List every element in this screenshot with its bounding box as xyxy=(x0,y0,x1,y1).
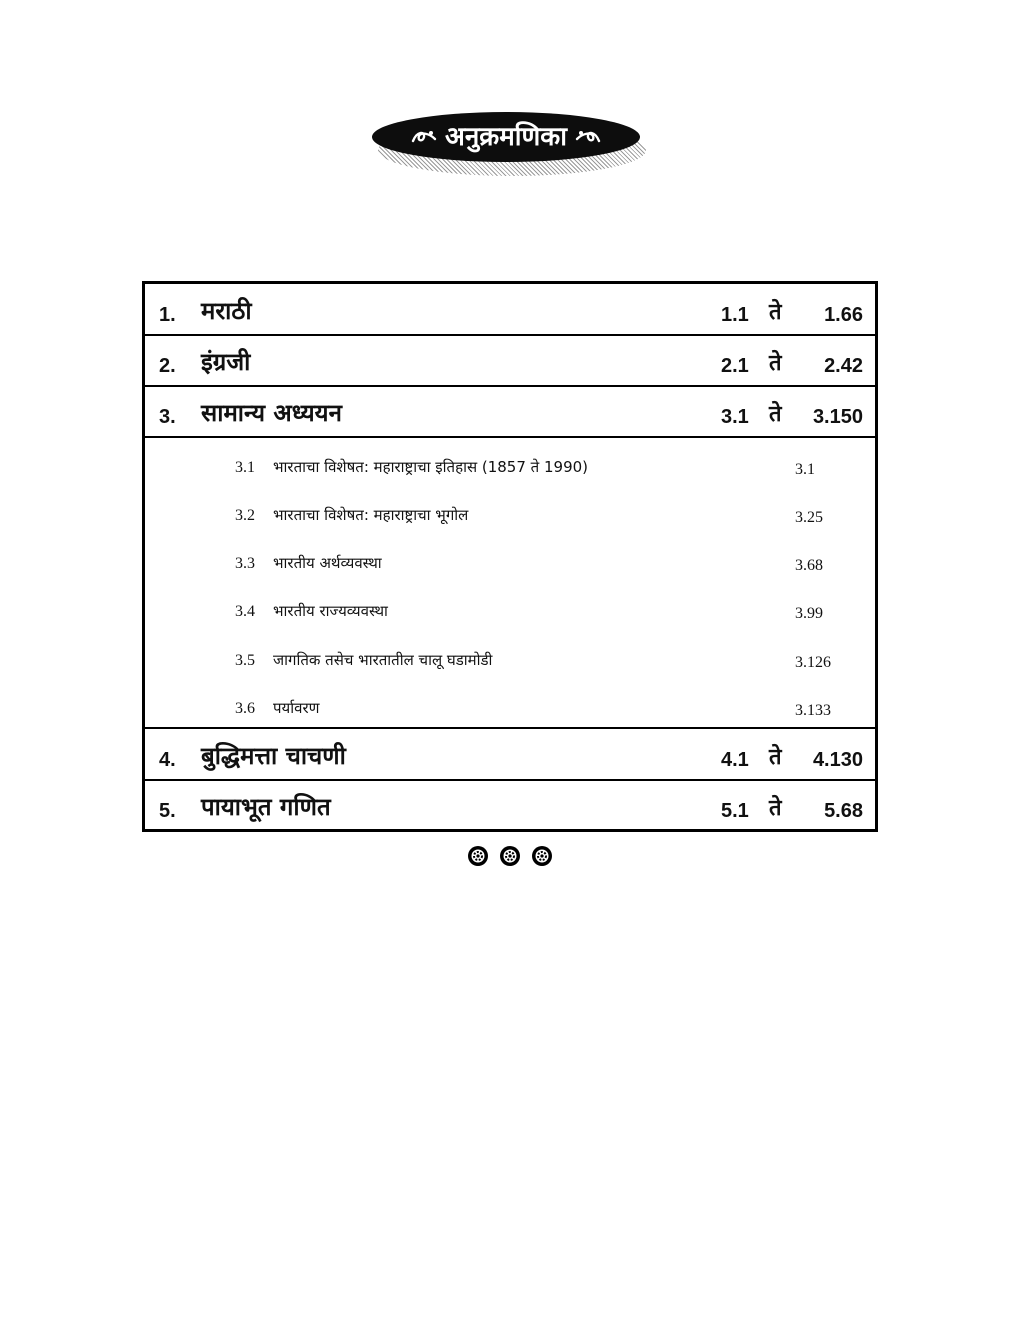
chapter-end-page: 5.68 xyxy=(824,800,863,822)
range-separator: ते xyxy=(769,796,782,821)
chapter-start-page: 1.1 xyxy=(721,304,749,326)
subsection-number: 3.3 xyxy=(235,555,255,572)
chapter-number: 4. xyxy=(159,749,176,771)
subsection-row[interactable] xyxy=(145,549,875,579)
range-separator: ते xyxy=(769,745,782,770)
chapter-row[interactable] xyxy=(145,780,875,830)
chapter-title: बुद्धिमत्ता चाचणी xyxy=(201,742,346,770)
subsection-row[interactable] xyxy=(145,597,875,627)
flower-ornament-icon xyxy=(499,845,521,867)
subsection-page: 3.126 xyxy=(795,654,831,671)
subsection-title: भारतीय अर्थव्यवस्था xyxy=(273,554,382,572)
subsection-row[interactable] xyxy=(145,501,875,531)
flourish-left-icon xyxy=(411,127,437,147)
chapter-end-page: 3.150 xyxy=(812,406,863,428)
chapter-start-page: 5.1 xyxy=(721,800,749,822)
chapter-row[interactable] xyxy=(145,386,875,438)
range-separator: ते xyxy=(769,351,782,376)
subsection-title: पर्यावरण xyxy=(273,699,320,717)
chapter-title: सामान्य अध्ययन xyxy=(201,399,342,427)
range-separator: ते xyxy=(769,300,782,325)
subsection-number: 3.1 xyxy=(235,459,255,476)
title-oval xyxy=(372,112,640,162)
end-ornaments xyxy=(467,845,553,869)
flower-ornament-icon xyxy=(467,845,489,867)
chapter-title: मराठी xyxy=(201,297,252,325)
chapter-title: पायाभूत गणित xyxy=(201,793,331,821)
chapter-row[interactable] xyxy=(145,284,875,336)
contents-table xyxy=(142,281,878,832)
chapter-start-page: 4.1 xyxy=(721,749,749,771)
subsection-title: भारताचा विशेषत: महाराष्ट्राचा इतिहास (1857 ते 1990) xyxy=(273,458,589,476)
subsection-number: 3.6 xyxy=(235,700,255,717)
chapter-title: इंग्रजी xyxy=(201,348,251,376)
chapter-end-page: 2.42 xyxy=(824,355,863,377)
chapter-end-page: 1.66 xyxy=(824,304,863,326)
subsection-page: 3.1 xyxy=(795,461,815,478)
subsection-number: 3.4 xyxy=(235,603,255,620)
subsection-page: 3.99 xyxy=(795,605,823,622)
chapter-number: 3. xyxy=(159,406,176,428)
subsection-number: 3.2 xyxy=(235,507,255,524)
chapter-start-page: 3.1 xyxy=(721,406,749,428)
flourish-right-icon xyxy=(575,127,601,147)
subsection-row[interactable] xyxy=(145,453,875,483)
chapter-end-page: 4.130 xyxy=(812,749,863,771)
subsection-number: 3.5 xyxy=(235,652,255,669)
chapter-row[interactable] xyxy=(145,729,875,781)
subsection-row[interactable] xyxy=(145,694,875,724)
subsection-title: भारतीय राज्यव्यवस्था xyxy=(273,602,388,620)
chapter-number: 1. xyxy=(159,304,176,326)
subsection-page: 3.68 xyxy=(795,557,823,574)
subsection-page: 3.25 xyxy=(795,509,823,526)
chapter-row[interactable] xyxy=(145,335,875,387)
subsection-row[interactable] xyxy=(145,646,875,676)
subsection-page: 3.133 xyxy=(795,702,831,719)
chapter-number: 5. xyxy=(159,800,176,822)
chapter-number: 2. xyxy=(159,355,176,377)
range-separator: ते xyxy=(769,402,782,427)
subsection-title: जागतिक तसेच भारतातील चालू घडामोडी xyxy=(273,651,493,669)
title-banner xyxy=(372,112,652,178)
subsection-title: भारताचा विशेषत: महाराष्ट्राचा भूगोल xyxy=(273,506,469,524)
chapter-start-page: 2.1 xyxy=(721,355,749,377)
flower-ornament-icon xyxy=(531,845,553,867)
page-title: अनुक्रमणिका xyxy=(444,122,568,152)
subsection-list xyxy=(145,437,875,729)
